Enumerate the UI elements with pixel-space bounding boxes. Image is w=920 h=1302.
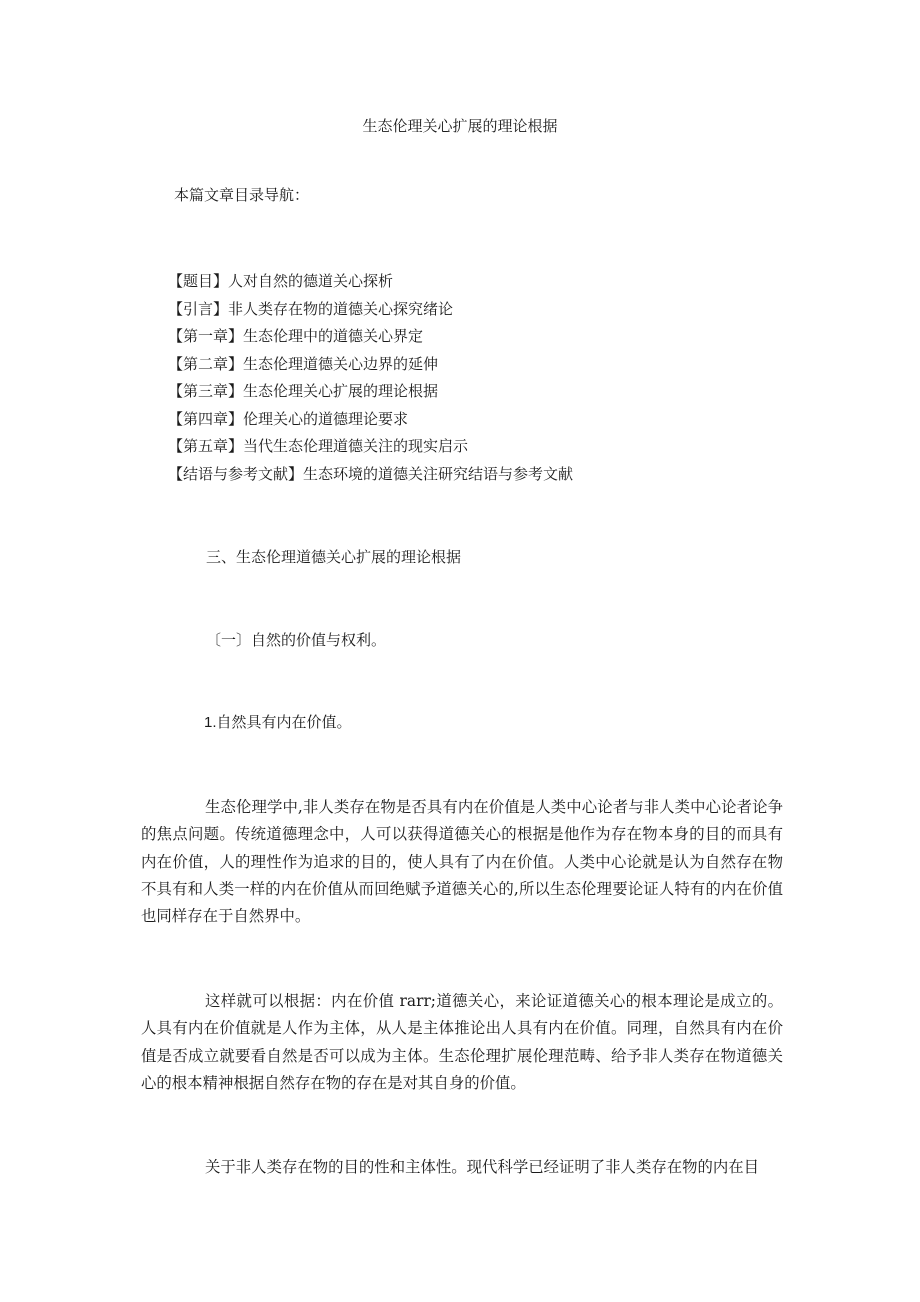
toc-item-chapter-2[interactable]: 【第二章】生态伦理道德关心边界的延伸 <box>168 354 439 373</box>
subsection-heading: 〔一〕自然的价值与权利。 <box>206 631 387 649</box>
body-paragraph: 生态伦理学中,非人类存在物是否具有内在价值是人类中心论者与非人类中心论者论争的焦点问题。传统道德理念中，人可以获得道德关心的根据是他作为存在物本身的目的而具有内在价值，人的理性作为追求的目的，使人具有了内在价值。人类中心论就是认为自然存在物不具有和人类一样的内在价值从而回绝赋予道德关心的,所以生态伦理要论证人特有的内在价值也同样存在于自然界中。 <box>141 798 783 926</box>
toc-item-title[interactable]: 【题目】人对自然的德道关心探析 <box>168 272 394 290</box>
body-paragraph: 这样就可以根据：内在价值 rarr;道德关心，来论证道德关心的根本理论是成立的。人具有内在价值就是人作为主体，从人是主体推论出人具有内在价值。同理，自然具有内在价值是否成立就要看自然是否可以成为主体。生态伦理扩展伦理范畴、给予非人类存在物道德关心的根本精神根据自然存在物的存在是对其自身的价值。 <box>141 992 783 1092</box>
toc-item-chapter-1[interactable]: 【第一章】生态伦理中的道德关心界定 <box>168 327 424 345</box>
toc-item-conclusion-references[interactable]: 【结语与参考文献】生态环境的道德关注研究结语与参考文献 <box>168 464 574 483</box>
toc-nav-heading: 本篇文章目录导航： <box>174 186 310 204</box>
item-heading: 1.自然具有内在价值。 <box>204 714 352 731</box>
table-of-contents <box>168 268 573 488</box>
section-heading: 三、生态伦理道德关心扩展的理论根据 <box>206 548 462 566</box>
toc-item-chapter-3[interactable]: 【第三章】生态伦理关心扩展的理论根据 <box>168 382 439 400</box>
toc-item-introduction[interactable]: 【引言】非人类存在物的道德关心探究绪论 <box>168 299 454 318</box>
body-paragraph: 关于非人类存在物的目的性和主体性。现代科学已经证明了非人类存在物的内在目 <box>205 1158 760 1176</box>
toc-item-chapter-4[interactable]: 【第四章】伦理关心的道德理论要求 <box>168 409 409 428</box>
toc-item-chapter-5[interactable]: 【第五章】当代生态伦理道德关注的现实启示 <box>168 437 469 455</box>
document-title: 生态伦理关心扩展的理论根据 <box>362 117 558 135</box>
